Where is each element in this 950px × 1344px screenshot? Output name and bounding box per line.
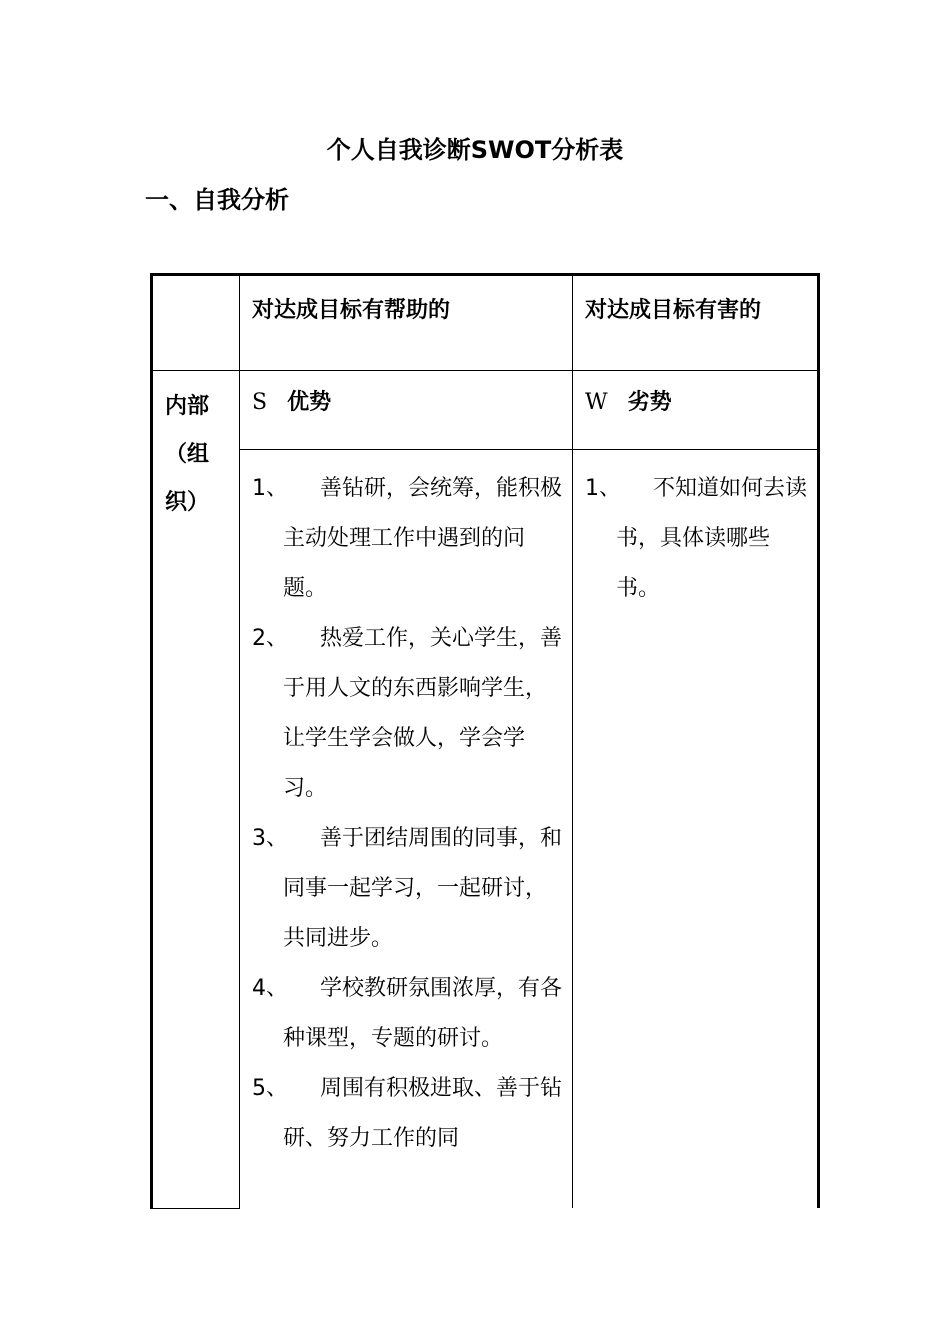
list-item	[252, 964, 562, 1064]
weaknesses-label	[573, 371, 817, 423]
item-number: 1、	[585, 476, 621, 501]
item-text: 周围有积极进取、善于钻研、努力工作的同	[283, 1076, 563, 1151]
helpful-header-cell	[240, 275, 573, 371]
strengths-title: 优势	[287, 390, 332, 415]
item-text: 热爱工作，关心学生，善于用人文的东西影响学生，让学生学会做人，学会学习。	[283, 626, 563, 801]
item-text: 学校教研氛围浓厚，有各种课型，专题的研讨。	[283, 976, 563, 1051]
internal-label-cell	[152, 371, 240, 1209]
list-item	[252, 814, 562, 964]
weaknesses-cell	[573, 450, 819, 1209]
list-item	[252, 464, 562, 614]
item-number: 2、	[252, 626, 288, 651]
item-text: 不知道如何去读书，具体读哪些书。	[616, 476, 808, 601]
weaknesses-title: 劣势	[627, 390, 672, 415]
helpful-header: 对达成目标有帮助的	[252, 298, 451, 323]
strengths-label-cell	[240, 371, 573, 450]
sw-label-row	[152, 371, 819, 450]
list-item	[252, 614, 562, 814]
item-number: 3、	[252, 826, 288, 851]
strengths-label	[240, 371, 572, 423]
harmful-header-cell	[573, 275, 819, 371]
item-number: 5、	[252, 1076, 288, 1101]
swot-table	[150, 273, 820, 1209]
header-row	[152, 275, 819, 371]
harmful-header: 对达成目标有害的	[585, 298, 762, 323]
weaknesses-letter: W	[585, 390, 608, 415]
item-text: 善于团结周围的同事，和同事一起学习，一起研讨，共同进步。	[283, 826, 563, 951]
section-heading: 一、自我分析	[145, 186, 289, 214]
corner-cell	[152, 275, 240, 371]
internal-label: 内部（组织）	[165, 394, 210, 515]
list-item	[252, 1064, 562, 1164]
page-title: 个人自我诊断SWOT分析表	[326, 136, 624, 164]
items-row	[152, 450, 819, 1209]
list-item	[585, 464, 807, 614]
item-number: 1、	[252, 476, 288, 501]
strengths-letter: S	[252, 390, 268, 415]
item-number: 4、	[252, 976, 288, 1001]
strengths-cell	[240, 450, 573, 1209]
weaknesses-label-cell	[573, 371, 819, 450]
item-text: 善钻研，会统筹，能积极主动处理工作中遇到的问题。	[283, 476, 563, 601]
strengths-list	[240, 450, 572, 1164]
weaknesses-list	[573, 450, 817, 614]
